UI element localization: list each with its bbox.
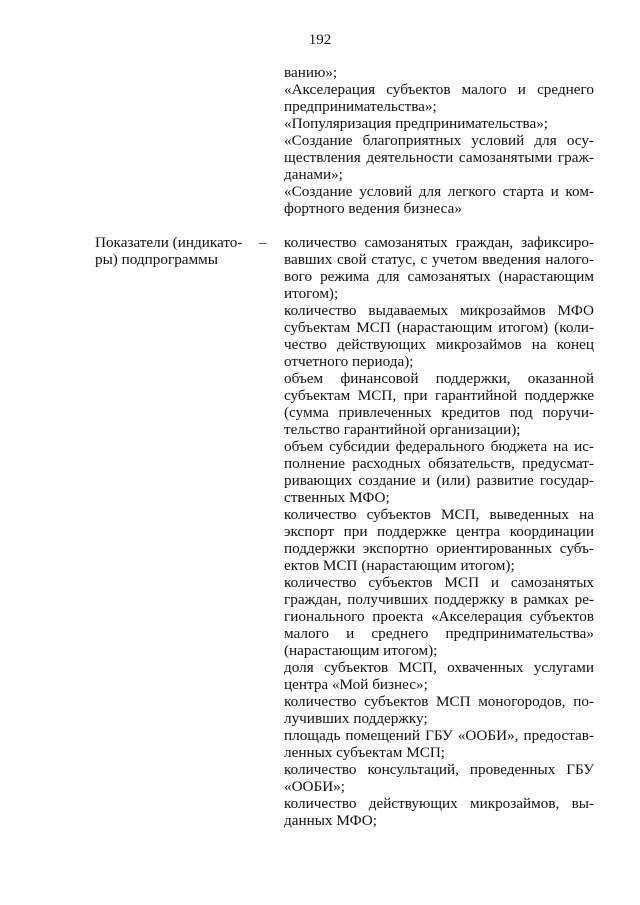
text-line: субъектам МСП (нарастающим итогом) (коли- [284,319,594,336]
text-line: объем финансовой поддержки, оказанной [284,370,594,387]
text-line: количество консультаций, проведенных ГБУ [284,761,594,778]
text-line: количество субъектов МСП и самозанятых [284,574,594,591]
text-line: вого режима для самозанятых (нарастающим [284,268,594,285]
text-line: экспорт при поддержке центра координации [284,523,594,540]
text-line: поддержки экспортно ориентированных субъ- [284,540,594,557]
text-line: количество субъектов МСП, выведенных на [284,506,594,523]
text-line: полнение расходных обязательств, предусмат- [284,455,594,472]
separator-dash: – [259,234,267,251]
text-line: ривающих создание и (или) развитие государ- [284,472,594,489]
text-line: субъектам МСП, при гарантийной поддержке [284,387,594,404]
text-line: количество действующих микрозаймов, вы- [284,795,594,812]
text-line: объем субсидии федерального бюджета на ис- [284,438,594,455]
text-line: данных МФО; [284,812,377,829]
text-line: отчетного периода); [284,353,414,370]
text-line: фортного ведения бизнеса» [284,200,462,217]
text-line: количество выдаваемых микрозаймов МФО [284,302,594,319]
text-line: ществления деятельности самозанятыми граж- [284,149,594,166]
text-line: итогом); [284,285,339,302]
text-line: «Акселерация субъектов малого и среднего [284,81,594,98]
text-line: ектов МСП (нарастающим итогом); [284,557,515,574]
text-line: «Создание благоприятных условий для осу- [284,132,594,149]
text-line: чество действующих микрозаймов на конец [284,336,594,353]
text-line: вавших свой статус, с учетом введения налого- [284,251,594,268]
text-line: гионального проекта «Акселерация субъектов [284,608,594,625]
text-line: центра «Мой бизнес»; [284,676,428,693]
text-line: количество самозанятых граждан, зафиксиро- [284,234,594,251]
page-number: 192 [308,32,332,48]
text-line: лучивших поддержку; [284,710,428,727]
text-line: ленных субъектам МСП; [284,744,446,761]
text-line: граждан, получивших поддержку в рамках ре- [284,591,594,608]
text-line: количество субъектов МСП моногородов, по- [284,693,594,710]
indicators-label: Показатели (индикато- [95,234,243,251]
text-line: тельство гарантийной организации); [284,421,521,438]
text-line: данами»; [284,166,343,183]
text-line: доля субъектов МСП, охваченных услугами [284,659,594,676]
text-line: площадь помещений ГБУ «ООБИ», предостав- [284,727,594,744]
text-line: «Создание условий для легкого старта и ком- [284,183,594,200]
text-line: «ООБИ»; [284,778,346,795]
text-line: ванию»; [284,64,338,81]
text-line: предпринимательства»; [284,98,437,115]
text-line: (сумма привлеченных кредитов под поручи- [284,404,594,421]
text-line: малого и среднего предпринимательства» [284,625,594,642]
indicators-label: ры) подпрограммы [95,251,218,268]
text-line: «Популяризация предпринимательства»; [284,115,549,132]
text-line: (нарастающим итогом); [284,642,438,659]
text-line: ственных МФО; [284,489,390,506]
